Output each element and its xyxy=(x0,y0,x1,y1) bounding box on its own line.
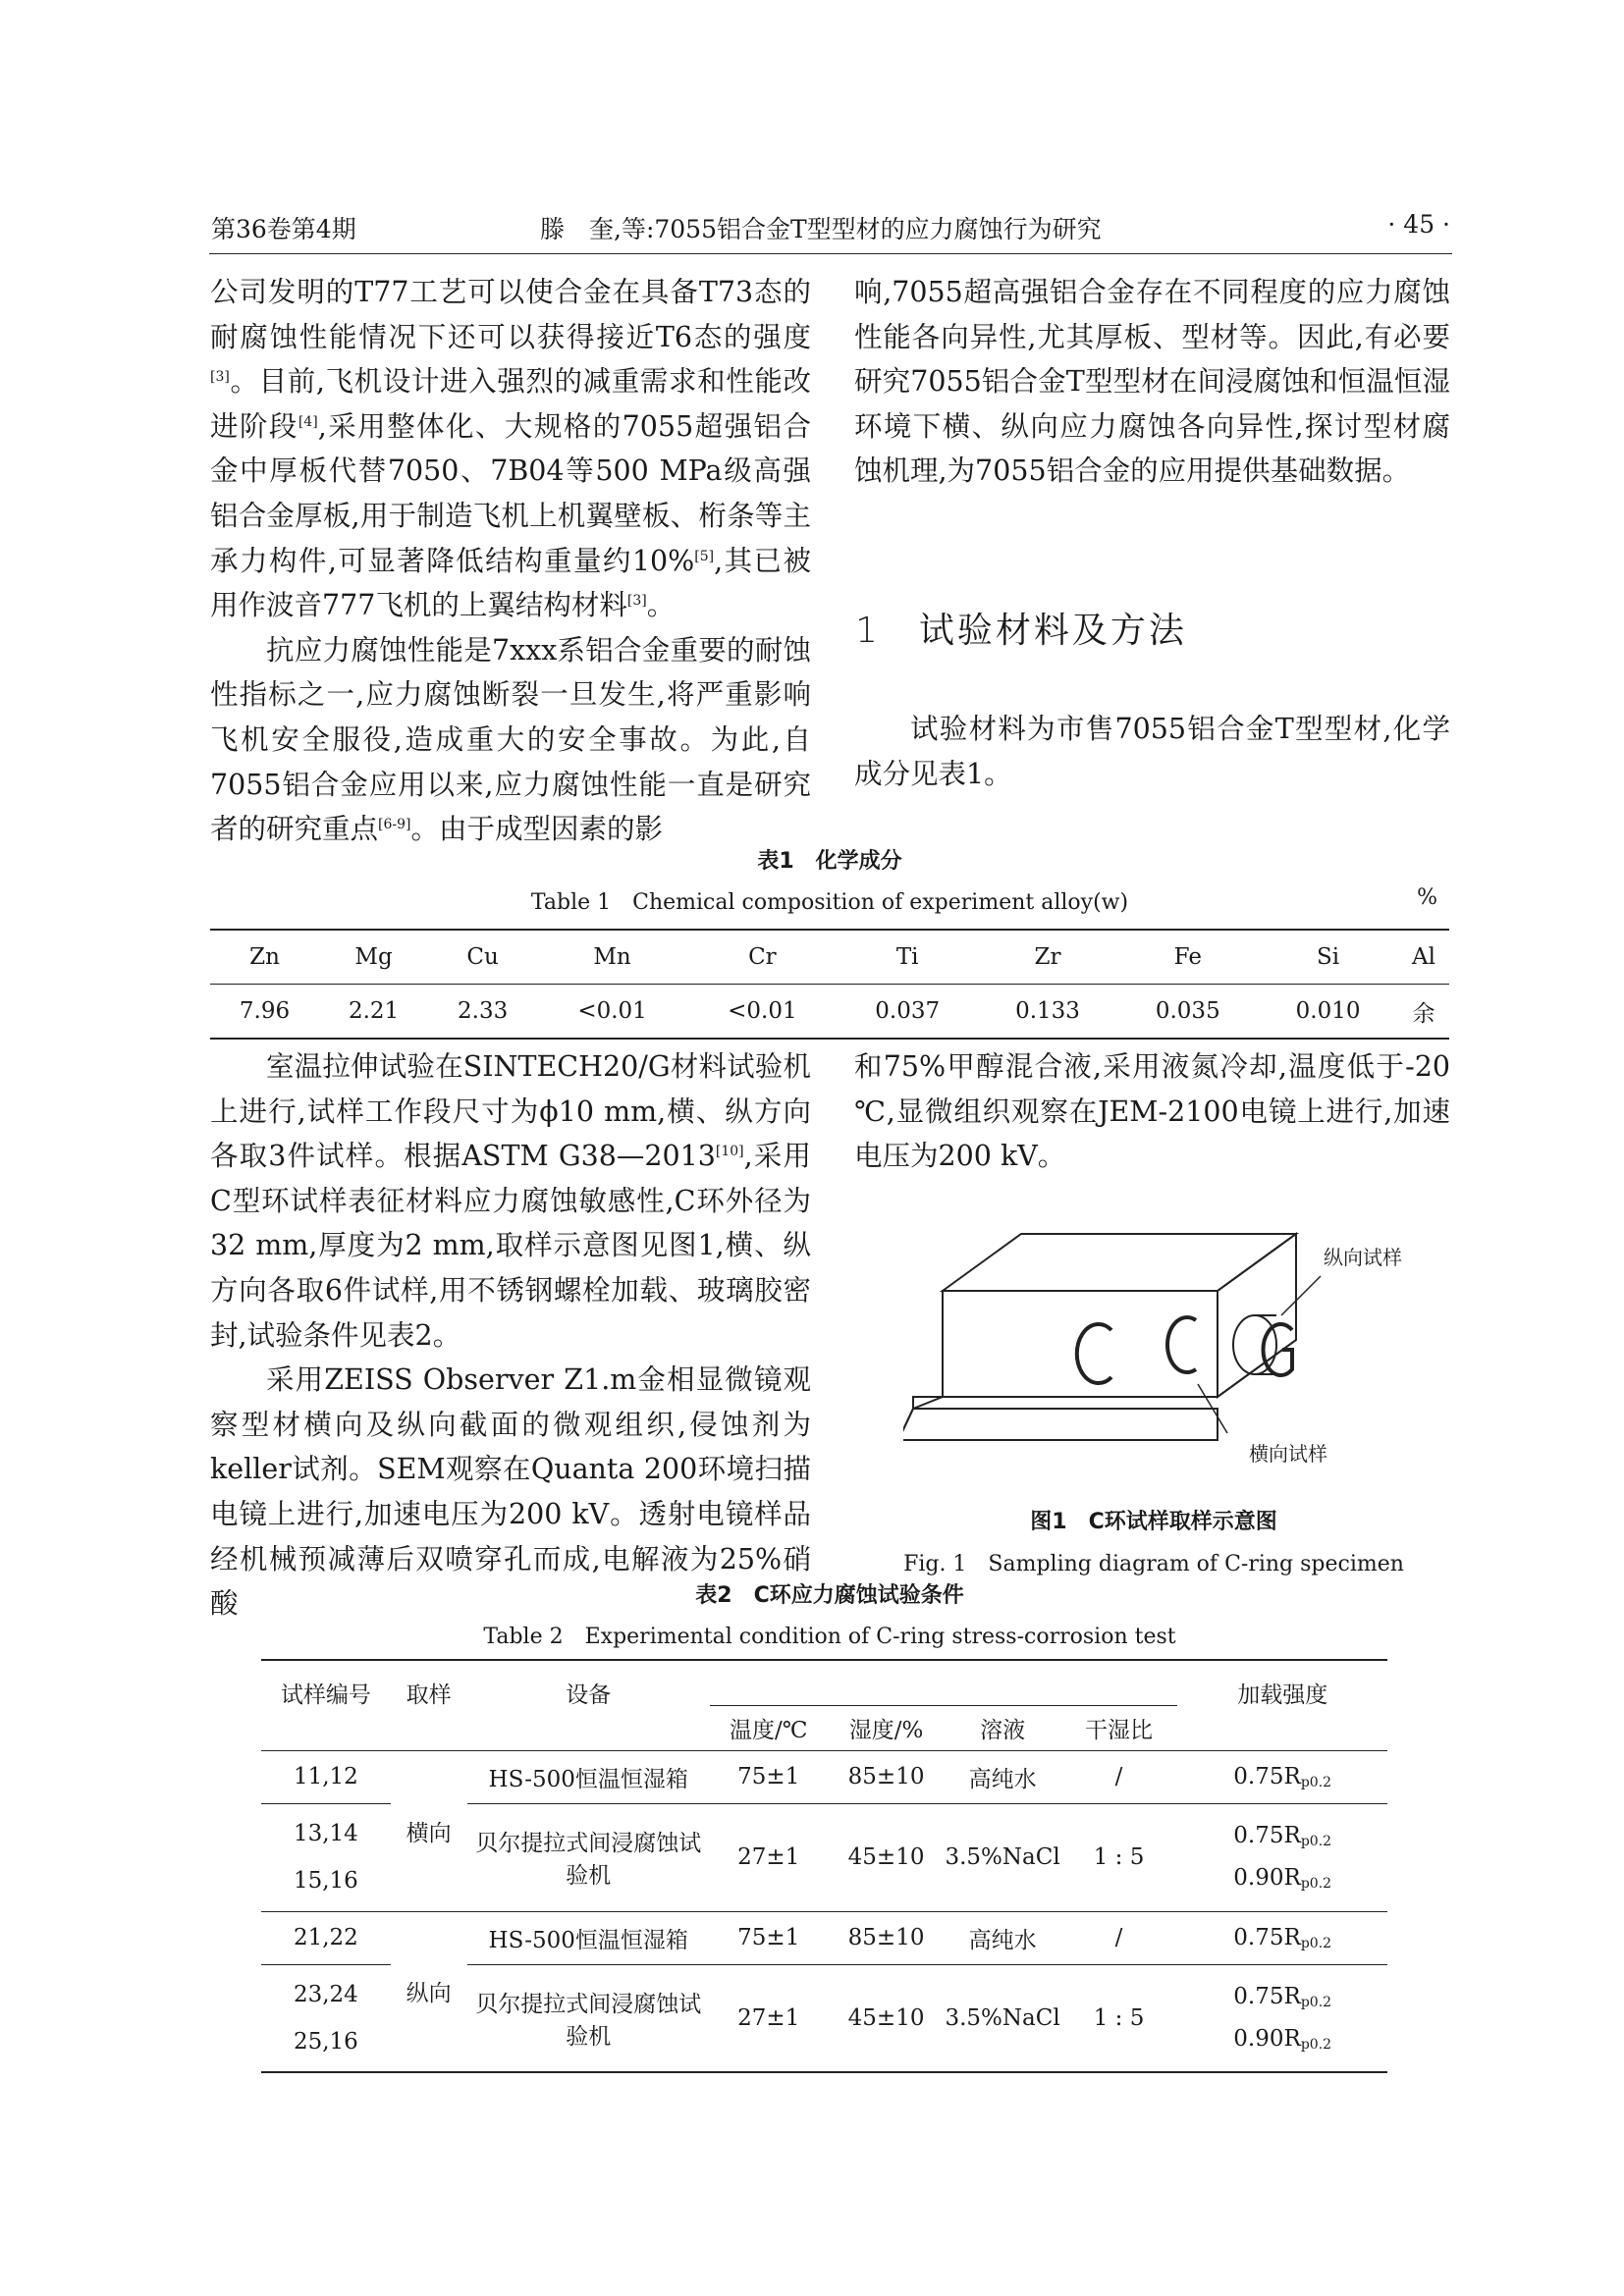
table1-caption-cn: 表1 化学成分 xyxy=(757,849,902,874)
table-cell: $0.75R_{p0.2}$ $0.90R_{p0.2}$ xyxy=(1177,1964,1387,2072)
table-header-cell: Si xyxy=(1258,930,1398,985)
table-cell: 贝尔提拉式间浸腐蚀试验机 xyxy=(467,1964,710,2072)
table-cell: 45±10 xyxy=(828,1964,946,2072)
section-heading: 1 试验材料及方法 xyxy=(855,611,1187,651)
table-cell: 75±1 xyxy=(710,1911,828,1964)
table2-header-row xyxy=(261,1660,1387,1705)
profile-flange xyxy=(903,1409,1218,1440)
header-humidity: 湿度/% xyxy=(828,1705,946,1750)
table-header-cell: Mn xyxy=(537,930,687,985)
header-equipment: 设备 xyxy=(467,1660,710,1750)
header-temperature: 温度/℃ xyxy=(710,1705,828,1750)
table1-caption-en: Table 1 Chemical composition of experiment alloy(w) xyxy=(530,890,1129,915)
table2-test-conditions xyxy=(261,1659,1387,2073)
table2-caption-cn: 表2 C环应力腐蚀试验条件 xyxy=(695,1583,964,1608)
table-cell: 75±1 xyxy=(710,1750,828,1803)
paragraph-tem: 和75%甲醇混合液,采用液氮冷却,温度低于-20 ℃,显微组织观察在JEM-2100电镜上进行,加速电压为200 kV。 xyxy=(854,1050,1450,1173)
header-rule xyxy=(209,253,1452,254)
table-header-cell: Fe xyxy=(1117,930,1258,985)
table-cell: 85±10 xyxy=(828,1911,946,1964)
header-direction: 取样 xyxy=(391,1660,467,1750)
header-wet-dry-ratio: 干湿比 xyxy=(1060,1705,1178,1750)
table-cell: $0.75R_{p0.2}$ $0.90R_{p0.2}$ xyxy=(1177,1803,1387,1911)
table-cell: $0.75R_{p0.2}$ xyxy=(1177,1911,1387,1964)
table-cell: 7.96 xyxy=(210,985,319,1040)
left-column-bottom xyxy=(210,1044,811,1627)
header-env-group xyxy=(710,1660,1178,1705)
citation: [5] xyxy=(694,548,715,564)
table-row xyxy=(261,1750,1387,1803)
table-cell: 3.5%NaCl xyxy=(945,1803,1059,1911)
figure1-label-longitudinal: 纵向试样 xyxy=(1324,1246,1402,1269)
table-cell: 27±1 xyxy=(710,1803,828,1911)
citation: [10] xyxy=(715,1144,744,1160)
table1-header-row xyxy=(210,930,1449,985)
table-cell: 2.33 xyxy=(428,985,537,1040)
table-cell: 0.133 xyxy=(978,985,1118,1040)
citation: [4] xyxy=(298,413,318,430)
citation: [3] xyxy=(210,369,230,386)
table-cell: HS-500恒温恒湿箱 xyxy=(467,1750,710,1803)
table-cell: 3.5%NaCl xyxy=(945,1964,1059,2072)
c-ring-longitudinal xyxy=(1233,1315,1276,1374)
profile-top-face xyxy=(943,1234,1296,1291)
paragraph-tensile: 室温拉伸试验在SINTECH20/G材料试验机上进行,试样工作段尺寸为ϕ10 mm,横、纵方向各取3件试样。根据ASTM G38—2013[10],采用C型环试样表征材料应力腐蚀敏感性,C环外径为32 mm,厚度为2 mm,取样示意图见图1,横、纵方向各取6件试样,用不锈钢螺栓加载、玻璃胶密封,试验条件见表2。 xyxy=(210,1050,811,1352)
table-cell: 2.21 xyxy=(319,985,428,1040)
c-ring-transverse xyxy=(1077,1324,1111,1383)
header-solution: 溶液 xyxy=(945,1705,1059,1750)
direction-longitudinal: 纵向 xyxy=(391,1911,467,2072)
citation: [6-9] xyxy=(378,817,411,833)
table-cell: 45±10 xyxy=(828,1803,946,1911)
table-header-cell: Mg xyxy=(319,930,428,985)
table-row xyxy=(261,1911,1387,1964)
paragraph-continued: 公司发明的T77工艺可以使合金在具备T73态的耐腐蚀性能情况下还可以获得接近T6态的强度[3]。目前,飞机设计进入强烈的减重需求和性能改进阶段[4],采用整体化、大规格的7055超强铝合金中厚板代替7050、7B04等500 MPa级高强铝合金厚板,用于制造飞机上机翼壁板、桁条等主承力构件,可显著降低结构重量约10%[5],其已被用作波音777飞机的上翼结构材料[3]。 xyxy=(210,276,812,622)
table-header-cell: Zn xyxy=(210,930,319,985)
page-number: · 45 · xyxy=(1387,210,1450,239)
table-cell: 高纯水 xyxy=(945,1911,1059,1964)
table-cell: 余 xyxy=(1398,985,1449,1040)
c-ring-transverse xyxy=(1167,1317,1196,1372)
header-load: 加载强度 xyxy=(1177,1660,1387,1750)
table-cell: <0.01 xyxy=(537,985,687,1040)
paragraph-materials: 试验材料为市售7055铝合金T型型材,化学成分见表1。 xyxy=(854,713,1450,790)
right-column-top xyxy=(854,270,1450,494)
table-cell: HS-500恒温恒湿箱 xyxy=(467,1911,710,1964)
table-cell: 1 : 5 xyxy=(1060,1803,1178,1911)
figure1-caption-en: Fig. 1 Sampling diagram of C-ring specimen xyxy=(903,1552,1404,1576)
table1-value-row xyxy=(210,985,1449,1040)
header-sample-id: 试样编号 xyxy=(261,1660,391,1750)
table-cell: 0.010 xyxy=(1258,985,1398,1040)
table-header-cell: Ti xyxy=(838,930,978,985)
table1-composition xyxy=(210,929,1449,1040)
table2-caption-en: Table 2 Experimental condition of C-ring stress-corrosion test xyxy=(483,1625,1176,1649)
direction-transverse: 横向 xyxy=(391,1750,467,1911)
table-header-cell: Cu xyxy=(428,930,537,985)
right-column-bottom xyxy=(854,1044,1450,1179)
table-cell: 贝尔提拉式间浸腐蚀试验机 xyxy=(467,1803,710,1911)
table-cell: 27±1 xyxy=(710,1964,828,2072)
paragraph-scc: 抗应力腐蚀性能是7xxx系铝合金重要的耐蚀性指标之一,应力腐蚀断裂一旦发生,将严重影响飞机安全服役,造成重大的安全事故。为此,自7055铝合金应用以来,应力腐蚀性能一直是研究者的研究重点[6-9]。由于成型因素的影 xyxy=(210,633,811,846)
journal-issue: 第36卷第4期 xyxy=(211,215,356,243)
table-header-cell: Cr xyxy=(687,930,838,985)
table-cell: 1 : 5 xyxy=(1060,1964,1178,2072)
right-column-materials xyxy=(854,707,1450,796)
figure1-label-transverse: 横向试样 xyxy=(1249,1442,1327,1466)
table-cell: / xyxy=(1060,1911,1178,1964)
paragraph-anisotropy: 响,7055超高强铝合金存在不同程度的应力腐蚀性能各向异性,尤其厚板、型材等。因此,有必要研究7055铝合金T型型材在间浸腐蚀和恒温恒湿环境下横、纵向应力腐蚀各向异性,探讨型材腐蚀机理,为7055铝合金的应用提供基础数据。 xyxy=(854,276,1450,488)
table-cell: 11,12 xyxy=(261,1750,391,1803)
table-cell: $0.75R_{p0.2}$ xyxy=(1177,1750,1387,1803)
table-cell: 高纯水 xyxy=(945,1750,1059,1803)
table-cell: 13,14 15,16 xyxy=(261,1803,391,1911)
paragraph-microscopy: 采用ZEISS Observer Z1.m金相显微镜观察型材横向及纵向截面的微观组织,侵蚀剂为keller试剂。SEM观察在Quanta 200环境扫描电镜上进行,加速电压为200 kV。透射电镜样品经机械预减薄后双喷穿孔而成,电解液为25%硝酸 xyxy=(210,1363,811,1621)
left-column-top xyxy=(210,270,811,852)
running-header xyxy=(211,210,1450,249)
figure1-caption-cn: 图1 C环试样取样示意图 xyxy=(1030,1510,1277,1534)
table-header-cell: Zr xyxy=(978,930,1118,985)
article-running-title: 滕 奎,等:7055铝合金T型型材的应力腐蚀行为研究 xyxy=(540,215,1102,243)
table-cell: 0.037 xyxy=(838,985,978,1040)
table-cell: 23,24 25,16 xyxy=(261,1964,391,2072)
table-cell: 0.035 xyxy=(1117,985,1258,1040)
citation: [3] xyxy=(626,593,647,610)
table-cell: 85±10 xyxy=(828,1750,946,1803)
table-cell: <0.01 xyxy=(687,985,838,1040)
table1-unit: % xyxy=(1417,885,1437,910)
table-cell: 21,22 xyxy=(261,1911,391,1964)
table-header-cell: Al xyxy=(1398,930,1449,985)
table-cell: / xyxy=(1060,1750,1178,1803)
